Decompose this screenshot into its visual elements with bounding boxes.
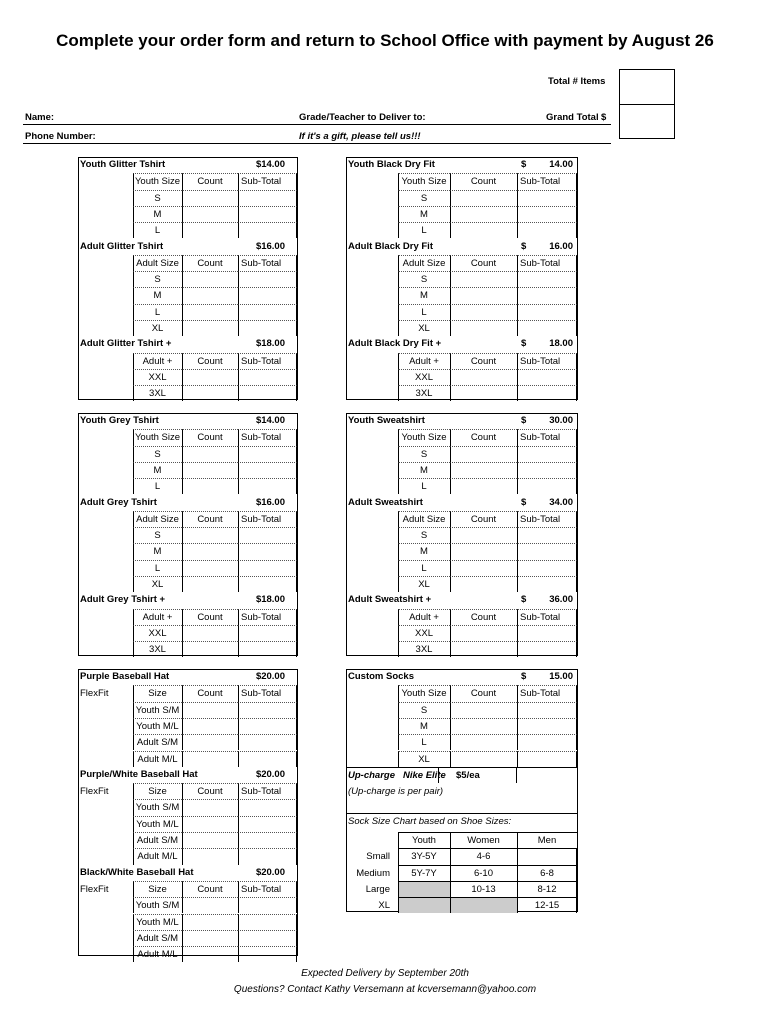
subtotal-input[interactable] <box>238 287 297 303</box>
count-input[interactable] <box>450 271 517 287</box>
size-label: M <box>420 720 428 732</box>
size-label: Youth M/L <box>136 720 179 732</box>
subtotal-input[interactable] <box>517 702 577 718</box>
size-label: Youth S/M <box>135 704 180 716</box>
grey-tshirt-p3-size-header: Adult + <box>142 611 173 623</box>
subtotal-input[interactable] <box>517 271 577 287</box>
size-label: L <box>421 562 427 574</box>
socks-price: 15.00 <box>549 671 573 682</box>
count-input[interactable] <box>182 946 238 962</box>
count-input[interactable] <box>450 641 517 657</box>
chart-header-youth: Youth <box>412 835 436 846</box>
socks-name: Custom Socks <box>348 671 414 682</box>
subtotal-input[interactable] <box>517 369 577 385</box>
subtotal-input[interactable] <box>238 576 297 592</box>
black-dry-fit-p3-size-header: Adult + <box>409 355 439 367</box>
delivery-note: Expected Delivery by September 20th <box>301 968 469 979</box>
size-label: Youth S/M <box>135 802 180 814</box>
count-input[interactable] <box>450 462 517 478</box>
size-label: Adult M/L <box>137 851 178 863</box>
subtotal-input[interactable] <box>238 222 297 238</box>
count-input[interactable] <box>450 543 517 559</box>
black-dry-fit-p3-name: Adult Black Dry Fit + <box>348 338 442 350</box>
size-label: Youth M/L <box>136 916 179 928</box>
youth-glitter-p1-size-header: Youth Size <box>134 176 181 188</box>
upcharge-label: Up-charge <box>348 769 395 781</box>
size-label: XXL <box>148 371 167 383</box>
subtotal-input[interactable] <box>238 702 297 718</box>
socks-size-header: Youth Size <box>401 688 447 700</box>
subtotal-input[interactable] <box>238 914 297 930</box>
sweatshirt-p3-currency: $ <box>521 594 527 606</box>
size-label: XL <box>418 753 430 765</box>
size-label: XL <box>418 323 430 334</box>
baseball-hat-p2-brand: FlexFit <box>80 786 109 798</box>
count-input[interactable] <box>450 734 517 750</box>
count-input[interactable] <box>182 446 238 462</box>
size-label: L <box>154 562 161 574</box>
black-dry-fit-p3-price: 18.00 <box>549 338 573 350</box>
total-items-field[interactable] <box>619 69 675 105</box>
sock-chart-title: Sock Size Chart based on Shoe Sizes: <box>348 815 512 827</box>
youth-glitter-p3-subtotal-header: Sub-Total <box>241 355 282 367</box>
baseball-hat-p2-size-header: Size <box>148 786 167 798</box>
youth-glitter-p3-size-header: Adult + <box>142 355 173 367</box>
subtotal-input[interactable] <box>238 543 297 559</box>
sweatshirt-p2-currency: $ <box>521 496 527 508</box>
subtotal-input[interactable] <box>238 385 297 401</box>
grey-tshirt-p2-count-header: Count <box>197 513 223 525</box>
black-dry-fit-p2-count-header: Count <box>470 257 497 269</box>
black-dry-fit-p2-name: Adult Black Dry Fit <box>348 240 433 252</box>
sweatshirt-p2-subtotal-header: Sub-Total <box>520 513 561 525</box>
count-input[interactable] <box>182 304 238 320</box>
chart-row-label: Medium <box>356 867 390 879</box>
subtotal-input[interactable] <box>238 190 297 206</box>
youth-glitter-p1-price: $14.00 <box>255 159 285 170</box>
baseball-hat-p2-count-header: Count <box>197 786 223 798</box>
subtotal-input[interactable] <box>517 751 577 767</box>
sweatshirt-p3-name: Adult Sweatshirt + <box>348 594 432 606</box>
grey-tshirt-p1-subtotal-header: Sub-Total <box>241 432 282 444</box>
count-input[interactable] <box>450 369 517 385</box>
total-items-label: Total # Items <box>548 76 606 87</box>
size-label: M <box>420 290 428 302</box>
black-dry-fit-p1-price: 14.00 <box>549 159 573 170</box>
youth-glitter-p3-name: Adult Glitter Tshirt + <box>80 338 172 350</box>
black-dry-fit-p2-subtotal-header: Sub-Total <box>520 257 561 269</box>
subtotal-input[interactable] <box>238 641 297 657</box>
sweatshirt-p2-name: Adult Sweatshirt <box>348 496 423 508</box>
grey-tshirt-p3-price: $18.00 <box>255 594 285 606</box>
subtotal-input[interactable] <box>238 320 297 336</box>
sweatshirt-p1-currency: $ <box>521 415 527 426</box>
subtotal-input[interactable] <box>517 734 577 750</box>
size-label: L <box>421 737 427 749</box>
chart-value-youth: 3Y-5Y <box>411 851 437 863</box>
count-input[interactable] <box>182 702 238 718</box>
count-input[interactable] <box>182 271 238 287</box>
count-input[interactable] <box>182 816 238 832</box>
youth-glitter-p3-count-header: Count <box>197 355 223 367</box>
size-label: Youth M/L <box>136 818 179 830</box>
subtotal-input[interactable] <box>517 560 577 576</box>
grey-tshirt-p2-subtotal-header: Sub-Total <box>241 513 282 525</box>
baseball-hat-p1-price: $20.00 <box>255 671 285 682</box>
chart-value-men: 6-8 <box>540 867 554 879</box>
count-input[interactable] <box>182 914 238 930</box>
size-label: M <box>420 464 428 476</box>
subtotal-input[interactable] <box>238 527 297 543</box>
size-label: XL <box>151 323 164 334</box>
chart-header-men: Men <box>537 835 557 846</box>
grey-tshirt-p3-subtotal-header: Sub-Total <box>241 611 282 623</box>
baseball-hat-p2-name: Purple/White Baseball Hat <box>80 768 198 780</box>
size-label: XXL <box>148 627 167 639</box>
baseball-hat-p3-size-header: Size <box>148 883 167 895</box>
youth-glitter-p2-count-header: Count <box>197 257 223 269</box>
count-input[interactable] <box>450 190 517 206</box>
youth-glitter-p2-name: Adult Glitter Tshirt <box>80 240 164 252</box>
size-label: Adult S/M <box>136 737 179 749</box>
count-input[interactable] <box>182 527 238 543</box>
size-label: XXL <box>415 371 433 383</box>
count-input[interactable] <box>182 848 238 864</box>
size-label: L <box>421 306 427 318</box>
subtotal-input[interactable] <box>238 446 297 462</box>
sweatshirt-p1-size-header: Youth Size <box>401 432 447 444</box>
size-label: S <box>154 530 161 542</box>
size-label: S <box>420 704 428 716</box>
size-label: M <box>153 464 162 476</box>
baseball-hat-p3-brand: FlexFit <box>80 883 109 895</box>
youth-glitter-p2-price: $16.00 <box>255 240 285 252</box>
count-input[interactable] <box>182 897 238 913</box>
subtotal-input[interactable] <box>238 206 297 222</box>
subtotal-input[interactable] <box>238 369 297 385</box>
subtotal-input[interactable] <box>238 832 297 848</box>
subtotal-input[interactable] <box>517 641 577 657</box>
subtotal-input[interactable] <box>517 222 577 238</box>
baseball-hat-p1-brand: FlexFit <box>80 688 109 700</box>
count-input[interactable] <box>182 320 238 336</box>
youth-glitter-p2-subtotal-header: Sub-Total <box>241 257 282 269</box>
size-label: 3XL <box>149 644 166 656</box>
size-label: M <box>153 290 162 302</box>
grey-tshirt-p1-count-header: Count <box>197 432 223 444</box>
count-input[interactable] <box>450 718 517 734</box>
count-input[interactable] <box>182 625 238 641</box>
socks-subtotal-header: Sub-Total <box>520 688 561 700</box>
sweatshirt-p3-count-header: Count <box>470 611 497 623</box>
baseball-hat-p3-subtotal-header: Sub-Total <box>241 883 282 895</box>
subtotal-input[interactable] <box>517 543 577 559</box>
size-label: Youth S/M <box>135 900 180 912</box>
count-input[interactable] <box>182 190 238 206</box>
grey-tshirt-p2-size-header: Adult Size <box>136 513 179 525</box>
size-label: S <box>420 448 428 460</box>
chart-value-men: 12-15 <box>534 900 560 912</box>
size-label: L <box>154 481 161 493</box>
size-label: L <box>421 225 427 237</box>
chart-row-label: XL <box>378 900 390 912</box>
count-input[interactable] <box>450 625 517 641</box>
size-label: Adult S/M <box>136 835 179 846</box>
phone-label: Phone Number: <box>25 131 96 142</box>
subtotal-input[interactable] <box>238 271 297 287</box>
chart-value-men: 8-12 <box>537 883 557 895</box>
count-input[interactable] <box>450 320 517 336</box>
grand-total-field[interactable] <box>619 104 675 139</box>
subtotal-input[interactable] <box>238 751 297 767</box>
gift-note: If it's a gift, please tell us!!! <box>299 131 421 142</box>
count-input[interactable] <box>182 385 238 401</box>
count-input[interactable] <box>182 543 238 559</box>
size-label: M <box>420 208 428 220</box>
baseball-hat-p1-subtotal-header: Sub-Total <box>241 688 282 700</box>
sweatshirt-p2-size-header: Adult Size <box>402 513 446 525</box>
subtotal-input[interactable] <box>517 320 577 336</box>
baseball-hat-p2-price: $20.00 <box>255 768 285 780</box>
black-dry-fit-p1-count-header: Count <box>470 176 497 188</box>
black-dry-fit-p1-size-header: Youth Size <box>401 176 447 188</box>
black-dry-fit-p1-name: Youth Black Dry Fit <box>348 159 435 170</box>
form-title: Complete your order form and return to School Office with payment by August 26 <box>56 31 714 50</box>
chart-header-women: Women <box>467 835 500 846</box>
size-label: Adult M/L <box>137 753 178 765</box>
subtotal-input[interactable] <box>238 897 297 913</box>
subtotal-input[interactable] <box>238 462 297 478</box>
subtotal-input[interactable] <box>517 287 577 303</box>
count-input[interactable] <box>450 702 517 718</box>
sweatshirt-p3-subtotal-header: Sub-Total <box>520 611 561 623</box>
youth-glitter-p1-name: Youth Glitter Tshirt <box>80 159 166 170</box>
black-dry-fit-p2-price: 16.00 <box>549 240 573 252</box>
sweatshirt-p3-price: 36.00 <box>549 594 573 606</box>
count-input[interactable] <box>182 478 238 494</box>
count-input[interactable] <box>450 478 517 494</box>
size-label: S <box>154 274 161 286</box>
chart-row-label: Small <box>366 851 390 863</box>
sweatshirt-p1-price: 30.00 <box>549 415 573 426</box>
size-label: S <box>420 530 428 542</box>
size-label: XL <box>418 579 430 590</box>
grey-tshirt-p1-name: Youth Grey Tshirt <box>80 415 159 426</box>
size-label: M <box>420 546 428 558</box>
upcharge-brand: Nike Elite <box>403 769 446 781</box>
sweatshirt-p2-count-header: Count <box>470 513 497 525</box>
subtotal-input[interactable] <box>517 478 577 494</box>
count-input[interactable] <box>182 222 238 238</box>
count-input[interactable] <box>450 751 517 767</box>
black-dry-fit-p3-currency: $ <box>521 338 527 350</box>
size-label: L <box>154 306 161 318</box>
sweatshirt-p3-size-header: Adult + <box>409 611 439 623</box>
chart-value-women: 4-6 <box>476 851 491 863</box>
subtotal-input[interactable] <box>238 930 297 946</box>
subtotal-input[interactable] <box>238 560 297 576</box>
count-input[interactable] <box>182 641 238 657</box>
chart-cell <box>450 897 517 913</box>
contact-note: Questions? Contact Kathy Versemann at kcversemann@yahoo.com <box>233 984 537 995</box>
chart-divider <box>346 813 577 814</box>
subtotal-input[interactable] <box>238 734 297 750</box>
upcharge-price: $5/ea <box>456 769 480 781</box>
subtotal-input[interactable] <box>238 625 297 641</box>
baseball-hat-p3-count-header: Count <box>197 883 223 895</box>
count-input[interactable] <box>450 287 517 303</box>
subtotal-input[interactable] <box>238 478 297 494</box>
subtotal-input[interactable] <box>238 848 297 864</box>
sweatshirt-p2-price: 34.00 <box>549 496 573 508</box>
black-dry-fit-p3-count-header: Count <box>470 355 497 367</box>
black-dry-fit-p2-size-header: Adult Size <box>402 257 446 269</box>
count-input[interactable] <box>450 304 517 320</box>
size-label: M <box>153 546 162 558</box>
count-input[interactable] <box>182 930 238 946</box>
size-label: S <box>420 274 428 286</box>
grey-tshirt-p3-name: Adult Grey Tshirt + <box>80 594 166 606</box>
subtotal-input[interactable] <box>238 799 297 815</box>
size-label: Adult S/M <box>136 932 179 944</box>
grey-tshirt-p2-price: $16.00 <box>255 496 285 508</box>
baseball-hat-p1-count-header: Count <box>197 688 223 700</box>
youth-glitter-p1-count-header: Count <box>197 176 223 188</box>
count-input[interactable] <box>182 751 238 767</box>
subtotal-input[interactable] <box>238 304 297 320</box>
black-dry-fit-p2-currency: $ <box>521 240 527 252</box>
upcharge-note: (Up-charge is per pair) <box>348 786 444 798</box>
count-input[interactable] <box>182 576 238 592</box>
chart-value-women: 6-10 <box>473 867 493 879</box>
size-label: L <box>154 225 161 237</box>
count-input[interactable] <box>182 287 238 303</box>
chart-cell <box>398 881 450 897</box>
subtotal-input[interactable] <box>517 462 577 478</box>
count-input[interactable] <box>450 222 517 238</box>
count-input[interactable] <box>182 832 238 848</box>
sweatshirt-p1-name: Youth Sweatshirt <box>348 415 425 426</box>
count-input[interactable] <box>450 206 517 222</box>
black-dry-fit-p3-subtotal-header: Sub-Total <box>520 355 561 367</box>
grade-teacher-label: Grade/Teacher to Deliver to: <box>299 112 426 123</box>
subtotal-input[interactable] <box>517 206 577 222</box>
baseball-hat-p1-name: Purple Baseball Hat <box>80 671 170 682</box>
baseball-hat-p3-price: $20.00 <box>255 866 285 878</box>
grey-tshirt-p3-count-header: Count <box>197 611 223 623</box>
count-input[interactable] <box>450 560 517 576</box>
count-input[interactable] <box>182 206 238 222</box>
sweatshirt-p1-count-header: Count <box>470 432 497 444</box>
youth-glitter-p2-size-header: Adult Size <box>136 257 179 269</box>
black-dry-fit-p1-subtotal-header: Sub-Total <box>520 176 561 188</box>
chart-cell <box>398 897 450 913</box>
chart-value-youth: 5Y-7Y <box>411 867 437 879</box>
count-input[interactable] <box>182 718 238 734</box>
socks-currency: $ <box>521 671 527 682</box>
size-label: XL <box>151 579 164 590</box>
youth-glitter-p3-price: $18.00 <box>255 338 285 350</box>
subtotal-input[interactable] <box>517 576 577 592</box>
count-input[interactable] <box>450 385 517 401</box>
subtotal-input[interactable] <box>238 816 297 832</box>
chart-cell <box>517 848 577 864</box>
subtotal-input[interactable] <box>517 527 577 543</box>
size-label: S <box>154 192 161 204</box>
grand-total-currency: $ <box>601 112 607 123</box>
size-label: S <box>154 448 161 460</box>
count-input[interactable] <box>182 799 238 815</box>
phone-underline <box>23 143 611 144</box>
size-label: 3XL <box>415 644 433 656</box>
count-input[interactable] <box>450 446 517 462</box>
baseball-hat-p1-size-header: Size <box>148 688 167 700</box>
subtotal-input[interactable] <box>517 190 577 206</box>
size-label: 3XL <box>149 388 166 400</box>
subtotal-input[interactable] <box>238 946 297 962</box>
count-input[interactable] <box>182 369 238 385</box>
count-input[interactable] <box>182 560 238 576</box>
subtotal-input[interactable] <box>517 625 577 641</box>
youth-glitter-p1-subtotal-header: Sub-Total <box>241 176 282 188</box>
size-label: XXL <box>415 627 433 639</box>
size-label: L <box>421 481 427 493</box>
count-input[interactable] <box>450 576 517 592</box>
subtotal-input[interactable] <box>517 718 577 734</box>
sweatshirt-p1-subtotal-header: Sub-Total <box>520 432 561 444</box>
grey-tshirt-p2-name: Adult Grey Tshirt <box>80 496 157 508</box>
chart-value-women: 10-13 <box>471 883 496 895</box>
chart-row-label: Large <box>365 883 390 895</box>
baseball-hat-p2-subtotal-header: Sub-Total <box>241 786 282 798</box>
name-label: Name: <box>25 112 55 123</box>
size-label: M <box>153 208 162 220</box>
black-dry-fit-p1-currency: $ <box>521 159 527 170</box>
grey-tshirt-p1-size-header: Youth Size <box>134 432 181 444</box>
subtotal-input[interactable] <box>517 446 577 462</box>
baseball-hat-p3-name: Black/White Baseball Hat <box>80 866 194 878</box>
count-input[interactable] <box>182 462 238 478</box>
size-label: S <box>420 192 428 204</box>
size-label: Adult M/L <box>137 949 178 961</box>
socks-count-header: Count <box>470 688 497 700</box>
grand-total-label: Grand Total <box>546 112 599 123</box>
count-input[interactable] <box>450 527 517 543</box>
subtotal-input[interactable] <box>517 304 577 320</box>
grey-tshirt-p1-price: $14.00 <box>255 415 285 426</box>
subtotal-input[interactable] <box>238 718 297 734</box>
size-label: 3XL <box>415 388 433 400</box>
name-underline <box>23 124 611 125</box>
count-input[interactable] <box>182 734 238 750</box>
subtotal-input[interactable] <box>517 385 577 401</box>
